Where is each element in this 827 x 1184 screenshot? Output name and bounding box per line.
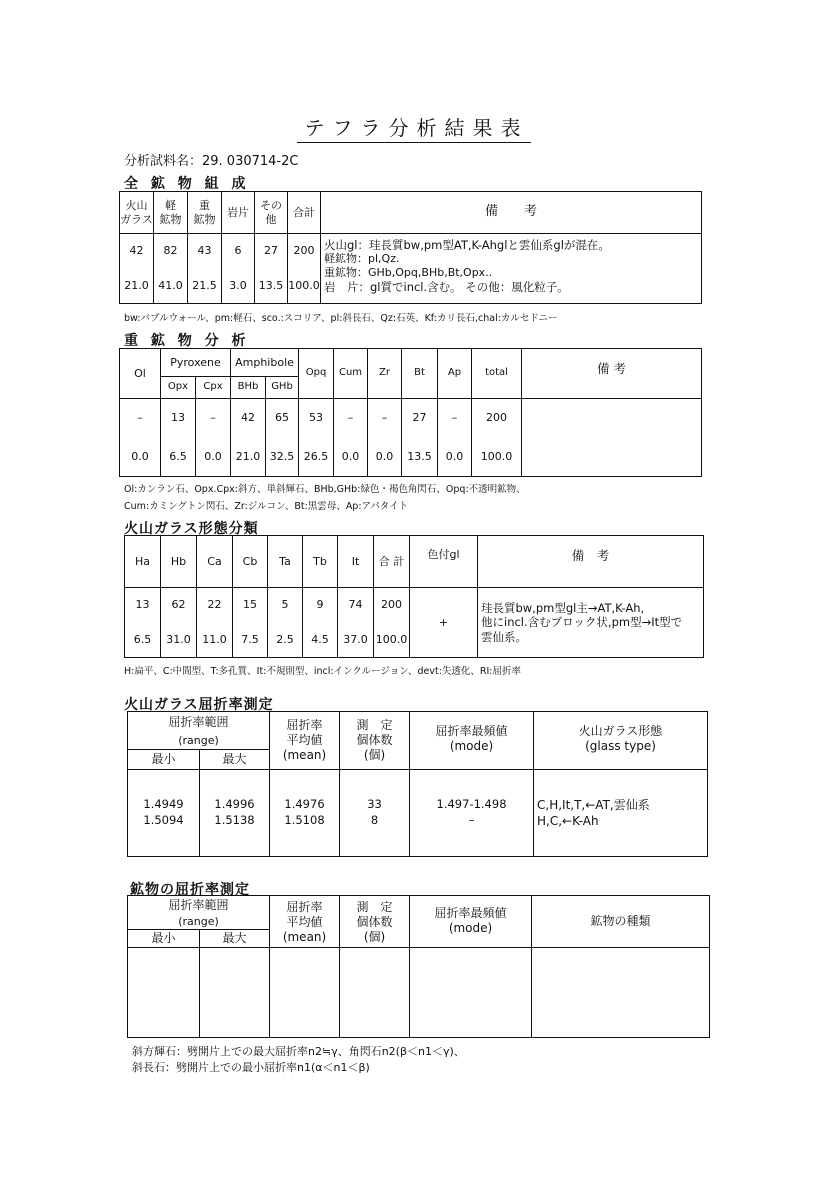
header-total: 合 計 [374,536,410,588]
value: C,H,It,T,←AT,雲仙系 [537,797,650,812]
glass-shape-note: H:扁平、C:中間型、T:多孔質、It:不規則型、incl:インクルージョン、devt:失透化、RI:屈折率 [124,666,522,677]
count-hb: 62 [161,588,197,623]
header-glass-type: 火山ガラス形態 (glass type) [534,712,708,770]
header-remarks: 備 考 [522,349,702,399]
percent-hb: 31.0 [161,623,197,658]
percent-total: 100.0 [472,438,522,477]
header-pyroxene: Pyroxene [161,349,231,377]
heavy-mineral-remarks [522,399,702,477]
header-range: 屈折率範囲 [128,896,270,915]
header-min: 最小 [128,930,200,948]
header-volcanic-glass: 火山 ガラス [120,192,154,234]
remark-line: 岩 片：gl質でincl.含む。 その他：風化粒子。 [324,279,569,294]
mineral-ri-mean [270,948,340,1038]
value: H,C,←K-Ah [537,814,599,828]
value: 1.4996 [214,797,255,812]
value: 1.4949 [143,797,184,812]
percent-ta: 2.5 [268,623,303,658]
count-heavy: 43 [188,234,222,269]
sample-name: 分析試料名：29. 030714-2C [124,154,299,169]
section-glass-ri: 火山ガラス屈折率測定 [124,697,274,713]
mineral-ri-table [127,895,710,1038]
percent-cpx: 0.0 [196,438,231,477]
count-zr: – [368,399,402,438]
count-bhb: 42 [231,399,266,438]
glass-shape-table [124,535,704,658]
header-range: 屈折率範囲 [128,712,270,734]
count-tb: 9 [303,588,338,623]
remark-line: 他にincl.含むブロック状,pm型→It型で [481,615,683,630]
glass-ri-table [127,711,708,857]
percent-zr: 0.0 [368,438,402,477]
value: 1.5094 [143,813,184,827]
count-cpx: – [196,399,231,438]
mineral-ri-min [128,948,200,1038]
count-rock: 6 [222,234,255,269]
header-range-en: (range) [128,915,270,930]
mineral-ri-note-1: 斜方輝石：劈開片上での最大屈折率n2≒γ、角閃石n2(β＜n1＜γ)、 [132,1045,465,1058]
section-heavy-mineral: 重 鉱 物 分 析 [124,333,250,349]
count-ha: 13 [125,588,161,623]
header-range-en: (range) [128,734,270,750]
header-heavy-mineral: 重 鉱物 [188,192,222,234]
header-opx: Opx [161,377,196,399]
percent-opq: 26.5 [299,438,334,477]
count-it: 74 [338,588,374,623]
percent-glass: 21.0 [120,269,154,304]
header-max: 最大 [200,930,270,948]
heavy-mineral-note-1: Ol:カンラン石、Opx.Cpx:斜方、単斜輝石、BHb,GHb:緑色・褐色角閃石、Opq:不透明鉱物、 [124,484,526,495]
glass-ri-min [128,770,200,857]
count-cb: 15 [233,588,268,623]
count-opq: 53 [299,399,334,438]
all-mineral-table [119,191,702,304]
glass-ri-max [200,770,270,857]
count-opx: 13 [161,399,196,438]
value: – [468,813,475,827]
percent-ol: 0.0 [120,438,161,477]
value: 1.4976 [284,797,325,812]
percent-bhb: 21.0 [231,438,266,477]
percent-it: 37.0 [338,623,374,658]
count-ap: – [438,399,472,438]
header-bt: Bt [402,349,438,399]
count-total: 200 [472,399,522,438]
percent-heavy: 21.5 [188,269,222,304]
page-title: テフラ分析結果表 [0,112,827,141]
section-glass-shape: 火山ガラス形態分類 [124,521,259,537]
count-other: 27 [255,234,288,269]
count-bt: 27 [402,399,438,438]
header-max: 最大 [200,750,270,770]
value: 1.497-1.498 [436,797,507,812]
glass-ri-type [534,770,708,857]
heavy-mineral-note-2: Cum:カミングトン閃石、Zr:ジルコン、Bt:黒雲母、Ap:アパタイト [124,501,409,512]
header-mean: 屈折率 平均値 (mean) [270,712,340,770]
header-opq: Opq [299,349,334,399]
header-hb: Hb [161,536,197,588]
percent-ca: 11.0 [197,623,233,658]
percent-tb: 4.5 [303,623,338,658]
header-total: total [472,349,522,399]
count-total: 200 [374,588,410,623]
header-remarks: 備 考 [478,536,704,588]
percent-total: 100.0 [288,269,321,304]
value: 8 [370,813,379,827]
glass-ri-mode [410,770,534,857]
header-it: It [338,536,374,588]
header-colored-glass: 色付gl [410,536,478,588]
header-mineral-kind: 鉱物の種類 [532,896,710,948]
count-cum: – [334,399,368,438]
value: 1.5108 [284,813,325,827]
header-other: その 他 [255,192,288,234]
mineral-ri-mode [410,948,532,1038]
header-mean: 屈折率 平均値 (mean) [270,896,340,948]
remark-line: 珪長質bw,pm型gl主→AT,K-Ah, [481,600,645,615]
all-mineral-remarks [321,234,702,304]
count-ta: 5 [268,588,303,623]
all-mineral-note: bw:バブルウォール、pm:軽石、sco.:スコリア、pl:斜長石、Qz:石英、Kf:カリ長石,chal:カルセドニー [124,313,558,324]
remark-line: 雲仙系。 [481,629,527,644]
header-mode: 屈折率最頻値 (mode) [410,712,534,770]
percent-other: 13.5 [255,269,288,304]
percent-total: 100.0 [374,623,410,658]
header-ap: Ap [438,349,472,399]
percent-ha: 6.5 [125,623,161,658]
mineral-ri-count [340,948,410,1038]
percent-cum: 0.0 [334,438,368,477]
header-bhb: BHb [231,377,266,399]
percent-cb: 7.5 [233,623,268,658]
count-ca: 22 [197,588,233,623]
glass-ri-count [340,770,410,857]
header-ca: Ca [197,536,233,588]
header-rock-fragment: 岩片 [222,192,255,234]
section-mineral-ri: 鉱物の屈折率測定 [130,882,250,898]
percent-ap: 0.0 [438,438,472,477]
percent-light: 41.0 [154,269,188,304]
count-glass: 42 [120,234,154,269]
remark-line: 火山gl：珪長質bw,pm型AT,K-Ahglと雲仙系glが混在。 [324,238,610,252]
header-total: 合計 [288,192,321,234]
header-cb: Cb [233,536,268,588]
header-ol: Ol [120,349,161,399]
header-cum: Cum [334,349,368,399]
header-cpx: Cpx [196,377,231,399]
count-ghb: 65 [266,399,299,438]
percent-ghb: 32.5 [266,438,299,477]
mineral-ri-max [200,948,270,1038]
count-ol: – [120,399,161,438]
header-remarks: 備 考 [321,192,702,234]
mineral-ri-kind [532,948,710,1038]
percent-opx: 6.5 [161,438,196,477]
percent-rock: 3.0 [222,269,255,304]
glass-ri-mean [270,770,340,857]
section-all-mineral: 全 鉱 物 組 成 [124,176,250,192]
header-zr: Zr [368,349,402,399]
header-count: 測 定 個体数 (個) [340,712,410,770]
value: 33 [367,797,382,812]
percent-bt: 13.5 [402,438,438,477]
header-count: 測 定 個体数 (個) [340,896,410,948]
header-ta: Ta [268,536,303,588]
mineral-ri-note-2: 斜長石：劈開片上での最小屈折率n1(α＜n1＜β) [132,1061,370,1074]
header-ha: Ha [125,536,161,588]
header-amphibole: Amphibole [231,349,299,377]
colored-glass-value: + [410,588,478,658]
header-mode: 屈折率最頻値 (mode) [410,896,532,948]
header-min: 最小 [128,750,200,770]
header-ghb: GHb [266,377,299,399]
count-light: 82 [154,234,188,269]
header-light-mineral: 軽 鉱物 [154,192,188,234]
remark-line: 軽鉱物：pl,Qz. [324,252,400,266]
heavy-mineral-table [119,348,702,477]
count-total: 200 [288,234,321,269]
header-tb: Tb [303,536,338,588]
value: 1.5138 [214,813,255,827]
glass-shape-remarks [478,588,704,658]
remark-line: 重鉱物：GHb,Opq,BHb,Bt,Opx.. [324,266,493,280]
